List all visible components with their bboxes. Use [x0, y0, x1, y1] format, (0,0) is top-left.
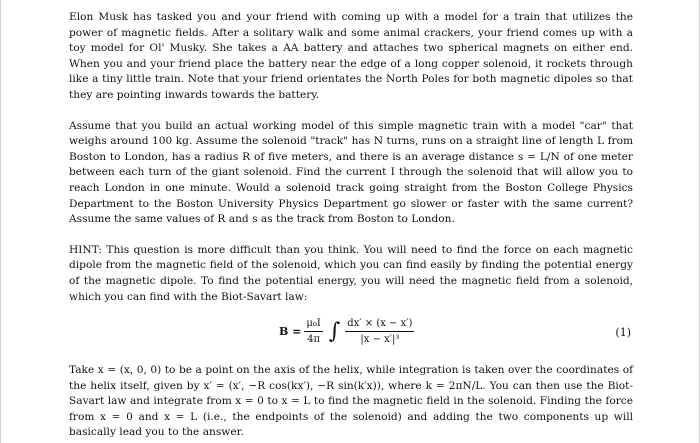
equation-lhs: B = — [279, 324, 302, 338]
fraction-denominator: 4π — [307, 334, 321, 346]
integrand-numerator: dx′ × (x − x′) — [345, 317, 414, 332]
biot-savart-equation — [69, 313, 633, 355]
integrand-fraction — [345, 317, 414, 346]
mu-over-four-pi-fraction — [304, 317, 322, 346]
intro-paragraph: Elon Musk has tasked you and your friend with coming up with a model for a train that utilizes the power of magnetic fields. After a solitary walk and some animal crackers, your friend comes up with a toy model for Ol' Musky. She takes a AA battery and attaches two spherical magnets on either end. When you and your friend place the battery near the edge of a long copper solenoid, it rockets through like a tiny little train. Note that your friend orientates the North Poles for both magnetic dipoles so that they are pointing inwards towards the battery. — [69, 11, 633, 101]
equation-number: (1) — [615, 326, 631, 340]
problem-paragraph: Assume that you build an actual working model of this simple magnetic train with a model "car" that weighs around 100 kg. Assume the solenoid "track" has N turns, runs on a straight line of length L from Boston to London, has a radius R of five meters, and there is an average distance s = L/N of one meter between each turn of the giant solenoid. Find the current I through the solenoid that will allow you to reach London in one minute. Would a solenoid track going straight from the Boston College Physics Department to the Boston University Physics Department go slower or faster with the same current? Assume the same values of R and s as the track from Boston to London. — [69, 119, 633, 226]
document-body — [69, 10, 633, 441]
integrand-denominator: |x − x′|³ — [360, 334, 400, 346]
fraction-numerator: μ₀I — [304, 317, 322, 332]
hint-paragraph: HINT: This question is more difficult than you think. You will need to find the force on each magnetic dipole from the magnetic field of the solenoid, which you can find easily by finding the potential energy of the magnetic dipole. To find the potential energy, you will need the magnetic field from a solenoid, which you can find with the Biot-Savart law: — [69, 243, 633, 303]
final-paragraph: Take x = (x, 0, 0) to be a point on the axis of the helix, while integration is taken over the coordinates of the helix itself, given by x′ = (x′, −R cos(kx′), −R sin(k′x)), where k = 2πN/L. You can then use the Biot-Savart law and integrate from x = 0 to x = L to find the magnetic field in the solenoid. Finding the force from x = 0 and x = L (i.e., the endpoints of the solenoid) and adding the two components up will basically lead you to the answer. — [69, 364, 633, 439]
integral-sign: ∫ — [328, 318, 341, 344]
equation-body — [279, 317, 417, 346]
